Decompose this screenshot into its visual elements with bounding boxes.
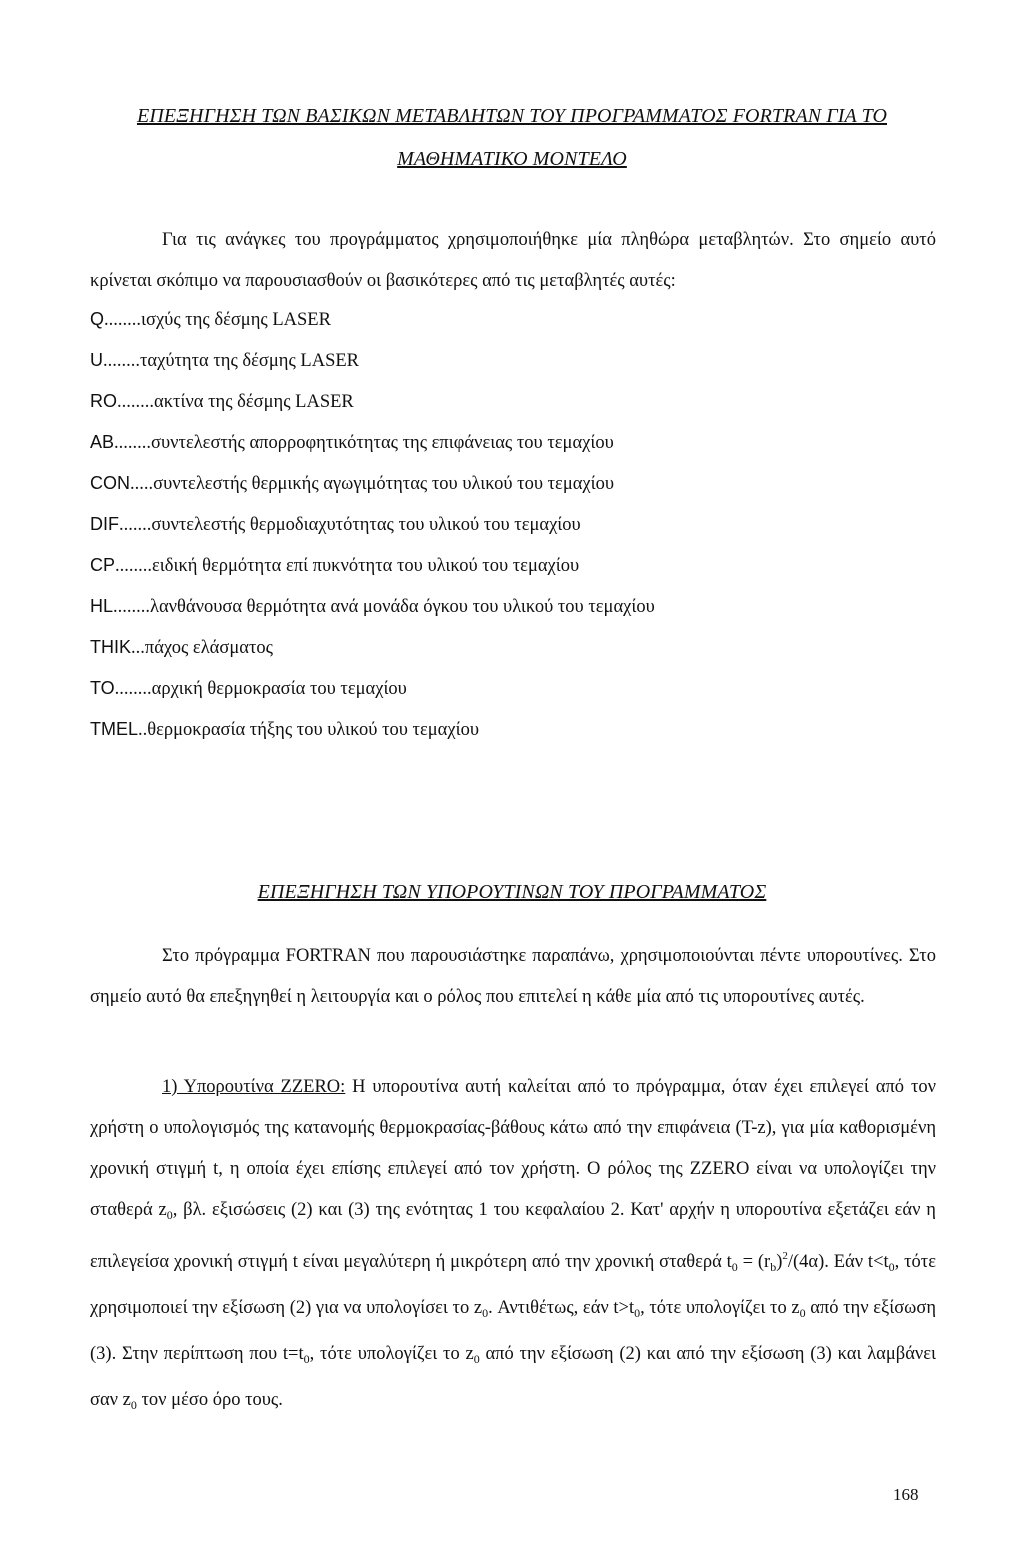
variable-description: αρχική θερμοκρασία του τεμαχίου: [151, 679, 407, 699]
variable-name: U: [90, 350, 103, 370]
variable-row: [90, 514, 581, 536]
variable-leader-dots: ...: [131, 638, 145, 658]
variable-description: θερμοκρασία τήξης του υλικού του τεμαχίου: [147, 720, 479, 740]
variable-row: [90, 432, 614, 454]
variable-row: [90, 350, 359, 372]
variable-row: [90, 555, 579, 577]
variable-leader-dots: .......: [119, 515, 152, 535]
variable-row: [90, 473, 614, 495]
variable-description: συντελεστής θερμοδιαχυτότητας του υλικού του τεμαχίου: [151, 515, 581, 535]
variable-name: DIF: [90, 514, 119, 534]
variable-leader-dots: ........: [103, 351, 140, 371]
variable-leader-dots: ........: [114, 433, 152, 453]
variable-row: [90, 391, 354, 413]
variable-description: πάχος ελάσματος: [144, 638, 273, 658]
variable-description: συντελεστής απορροφητικότητας της επιφάνειας του τεμαχίου: [151, 433, 614, 453]
page-number: 168: [893, 1485, 919, 1504]
variable-name: HL: [90, 596, 114, 616]
variable-row: [90, 637, 273, 659]
section-title-subroutines: ΕΠΕΞΗΓΗΣΗ ΤΩΝ ΥΠΟΡΟΥΤΙΝΩΝ ΤΟΥ ΠΡΟΓΡΑΜΜΑΤΟΣ: [257, 881, 767, 903]
zzero-description-paragraph: 1) Υπορουτίνα ZZERO: Η υπορουτίνα αυτή καλείται από το πρόγραμμα, όταν έχει επιλεγεί από τον χρήστη ο υπολογισμός της κατανομής θερμοκρασίας-βάθους κάτω από την επιφάνεια (T-z), για μία καθορισμένη χρονική στιγμή t, η οποία έχει επίσης επιλεγεί από τον χρήστη. Ο ρόλος της ZZERO είναι να υπολογίζει την σταθερά $z_0$, βλ. εξισώσεις (2) και (3) της ενότητας 1 του κεφαλαίου 2. Κατ' αρχήν η υπορουτίνα εξετάζει εάν η επιλεγείσα χρονική στιγμή t είναι μεγαλύτερη ή μικρότερη από την χρονική σταθερά $t_0 = (r_b)^2/(4\alpha)$. Εάν $t<t_0$, τότε χρησιμοποιεί την εξίσωση (2) για να υπολογίσει το $z_0$. Αντιθέτως, εάν $t>t_0$, τότε υπολογίζει το $z_0$ από την εξίσωση (3). Στην περίπτωση που $t=t_0$, τότε υπολογίζει το $z_0$ από την εξίσωση (2) και από την εξίσωση (3) και λαμβάνει σαν $z_0$ τον μέσο όρο τους.: [90, 1077, 937, 1412]
variable-row: [90, 596, 655, 618]
variable-description: ισχύς της δέσμης LASER: [141, 310, 331, 330]
variables-intro-paragraph: Για τις ανάγκες του προγράμματος χρησιμοποιήθηκε μία πληθώρα μεταβλητών. Στο σημείο αυτό κρίνεται σκόπιμο να παρουσιασθούν οι βασικότερες από τις μεταβλητές αυτές:: [90, 230, 936, 291]
variable-leader-dots: ........: [115, 556, 153, 576]
variable-leader-dots: .....: [130, 474, 154, 494]
variable-name: RO: [90, 391, 117, 411]
variable-name: CP: [90, 555, 116, 575]
section-title-variables-line2: ΜΑΘΗΜΑΤΙΚΟ ΜΟΝΤΕΛΟ: [397, 148, 627, 170]
variable-description: ακτίνα της δέσμης LASER: [154, 392, 354, 412]
variable-leader-dots: ..: [138, 720, 148, 740]
variable-name: Q: [90, 309, 105, 329]
variable-name: TO: [90, 678, 115, 698]
variable-leader-dots: ........: [113, 597, 151, 617]
variable-leader-dots: ........: [117, 392, 154, 412]
zzero-heading: 1) Υπορουτίνα ZZERO:: [162, 1077, 346, 1097]
variable-description: λανθάνουσα θερμότητα ανά μονάδα όγκου του υλικού του τεμαχίου: [150, 597, 655, 617]
variable-description: συντελεστής θερμικής αγωγιμότητας του υλικού του τεμαχίου: [153, 474, 615, 494]
variable-leader-dots: ........: [104, 310, 142, 330]
variable-name: TMEL: [90, 719, 139, 739]
variable-row: [90, 309, 331, 331]
variable-name: CON: [90, 473, 130, 493]
variable-leader-dots: ........: [114, 679, 152, 699]
subroutines-intro-paragraph: Στο πρόγραμμα FORTRAN που παρουσιάστηκε παραπάνω, χρησιμοποιούνται πέντε υπορουτίνες. Στο σημείο αυτό θα επεξηγηθεί η λειτουργία και ο ρόλος που επιτελεί η κάθε μία από τις υπορουτίνες αυτές.: [90, 946, 936, 1007]
variable-name: THIK: [90, 637, 132, 657]
section-title-variables-line1: ΕΠΕΞΗΓΗΣΗ ΤΩΝ ΒΑΣΙΚΩΝ ΜΕΤΑΒΛΗΤΩΝ ΤΟΥ ΠΡΟΓΡΑΜΜΑΤΟΣ FORTRAN ΓΙΑ ΤΟ: [137, 105, 887, 127]
variable-row: [90, 678, 407, 700]
variable-row: [90, 719, 479, 741]
variable-description: ειδική θερμότητα επί πυκνότητα του υλικού του τεμαχίου: [152, 556, 580, 576]
variable-name: AB: [90, 432, 115, 452]
variable-description: ταχύτητα της δέσμης LASER: [140, 351, 360, 371]
